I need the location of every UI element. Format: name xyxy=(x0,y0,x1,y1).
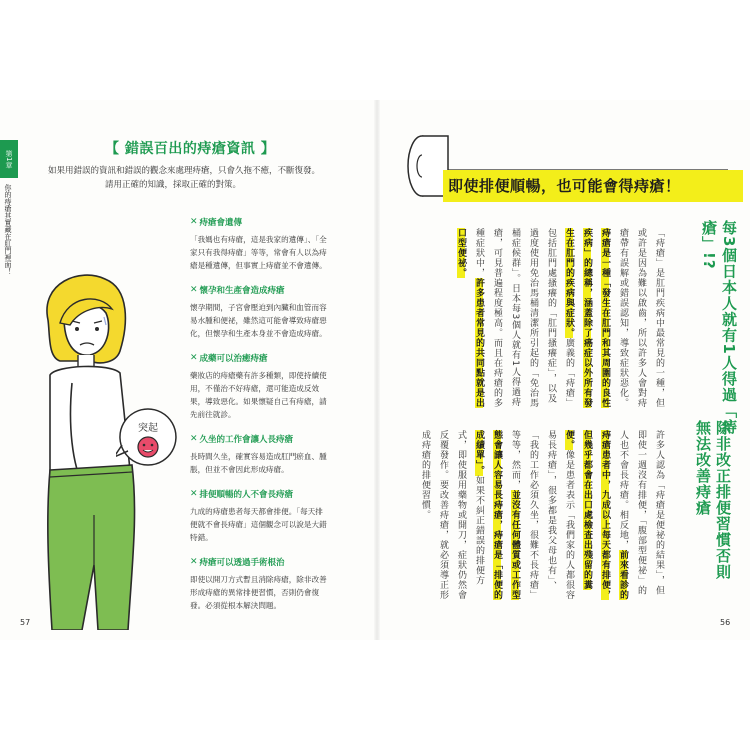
cross-icon: ✕ xyxy=(190,217,198,227)
page-number-right: 56 xyxy=(720,618,731,627)
body-text: 如果不糾正錯誤的排便方式，即使服用藥物或開刀，症狀仍然會反覆發作。要改善痔瘡，就必須導正形成痔瘡的排便習慣。 xyxy=(420,430,484,600)
myth-body: 九成的痔瘡患者每天都會排便。「每天排便就不會長痔瘡」這個觀念可以說是大錯特錯。 xyxy=(190,507,327,542)
myth-heading: 久坐的工作會讓人長痔瘡 xyxy=(199,435,294,445)
page-number-left: 57 xyxy=(20,618,31,627)
left-page xyxy=(0,100,376,640)
myth-item xyxy=(190,352,330,421)
section-heading-2: 除非改正排便習慣否則無法改善痔瘡 xyxy=(694,420,732,580)
myth-body: 長時間久坐，確實容易造成肛門瘀血、腫脹，但並不會因此形成痔瘡。 xyxy=(190,452,327,474)
book-spread xyxy=(0,100,750,640)
page-title: 【 錯誤百出的痔瘡資訊 】 xyxy=(105,141,276,157)
highlighted-text: 痔瘡是一種「發生在肛門和其周圍的良性疾病」的總稱，涵蓋除了癌症以外所有發生在肛門的疾病與症狀。 xyxy=(564,228,610,408)
myth-body: 「我媽也有痔瘡，這是我家的遺傳」、「全家只有我得痔瘡」等等，常會有人以為痔瘡是種遺傳，但事實上痔瘡並不會遺傳。 xyxy=(190,235,327,270)
body-text: 像是患者表示「我們家的人都很容易長痔瘡」，很多都是我父母也有」、「我的工作必須久坐，很難不長痔瘡」等等，然而， xyxy=(510,430,574,600)
section-body-1 xyxy=(440,228,668,408)
right-page xyxy=(378,100,750,640)
body-text: 許多人認為「痔瘡是便祕的結果」，但即使一週沒有排便，「腹部型便祕」的人也不會長痔瘡。相反地， xyxy=(618,430,664,596)
body-text: 廣義的「痔瘡」包括肛門處搔癢的「肛門搔癢症」，以及過度使用免治馬桶清潔所引起的「免治馬桶症候群」。日本每3個人就有1人得過痔瘡，可見普遍程度極高。而且在痔瘡的多種症狀中， xyxy=(474,228,574,408)
highlighted-text: 前來看診的痔瘡患者中，九成以上每天都有排便，但幾乎都會在出口處檢查出殘留的糞便。 xyxy=(564,430,628,600)
chapter-subtitle: 你的痔瘡其實藏在肛門裡面！ xyxy=(4,184,12,275)
myth-item xyxy=(190,488,330,544)
body-text: 「痔瘡」是肛門疾病中最常見的一種，但或許是因為難以啟齒，所以許多人會對痔瘡帶有誤解或錯誤認知，導致症狀惡化。 xyxy=(618,228,664,408)
intro-line-2: 請用正確的知識，採取正確的對策。 xyxy=(104,180,241,190)
myth-heading: 懷孕和生產會造成痔瘡 xyxy=(199,286,285,296)
myth-item xyxy=(190,216,330,272)
myth-heading: 排便順暢的人不會長痔瘡 xyxy=(199,490,294,500)
bump-speech-bubble xyxy=(116,405,180,469)
myth-body: 即使以開刀方式暫且消除痔瘡，除非改善形成痔瘡的異常排便習慣，否則仍會復發。必須從根本解決問題。 xyxy=(190,575,327,610)
highlighted-text: 並沒有任何體質或工作型態會讓人容易長痔瘡，痔瘡是「排便的成績單」。 xyxy=(474,430,520,600)
myth-item xyxy=(190,556,330,612)
cross-icon: ✕ xyxy=(190,434,198,444)
intro-text xyxy=(48,164,328,192)
myth-heading: 痔瘡會遺傳 xyxy=(199,218,243,228)
banner-text: 即使排便順暢，也可能會得痔瘡！ xyxy=(448,177,681,195)
myth-heading: 痔瘡可以透過手術根治 xyxy=(199,558,285,568)
myth-body: 藥妝店的痔瘡藥有許多種類，即使持續使用，不僅治不好痔瘡，還可能造成反效果，導致惡化。如果懷疑自己有痔瘡，請先前往就診。 xyxy=(190,371,327,419)
section-heading-1: 每3個日本人就有1人得過「痔瘡」!? xyxy=(700,220,738,435)
myth-item xyxy=(190,433,330,476)
myth-item xyxy=(190,284,330,340)
cross-icon: ✕ xyxy=(190,557,198,567)
bubble-label: 突起 xyxy=(138,423,158,434)
myth-body: 懷孕期間，子宮會壓迫到內臟和血管而容易水腫和便祕，雖然這可能會導致痔瘡惡化，但懷孕和生產本身並不會造成痔瘡。 xyxy=(190,303,327,338)
section-body-2 xyxy=(420,430,668,605)
highlighted-text: 許多患者常見的共同點就是出口型便祕。 xyxy=(456,228,484,408)
cross-icon: ✕ xyxy=(190,353,198,363)
cross-icon: ✕ xyxy=(190,489,198,499)
myth-list xyxy=(190,216,330,624)
myth-heading: 成藥可以治癒痔瘡 xyxy=(199,354,268,364)
chapter-tab: 第1章 xyxy=(0,140,18,178)
intro-line-1: 如果用錯誤的資訊和錯誤的觀念來處理痔瘡，只會久拖不癒，不斷復發。 xyxy=(48,166,321,176)
cross-icon: ✕ xyxy=(190,285,198,295)
